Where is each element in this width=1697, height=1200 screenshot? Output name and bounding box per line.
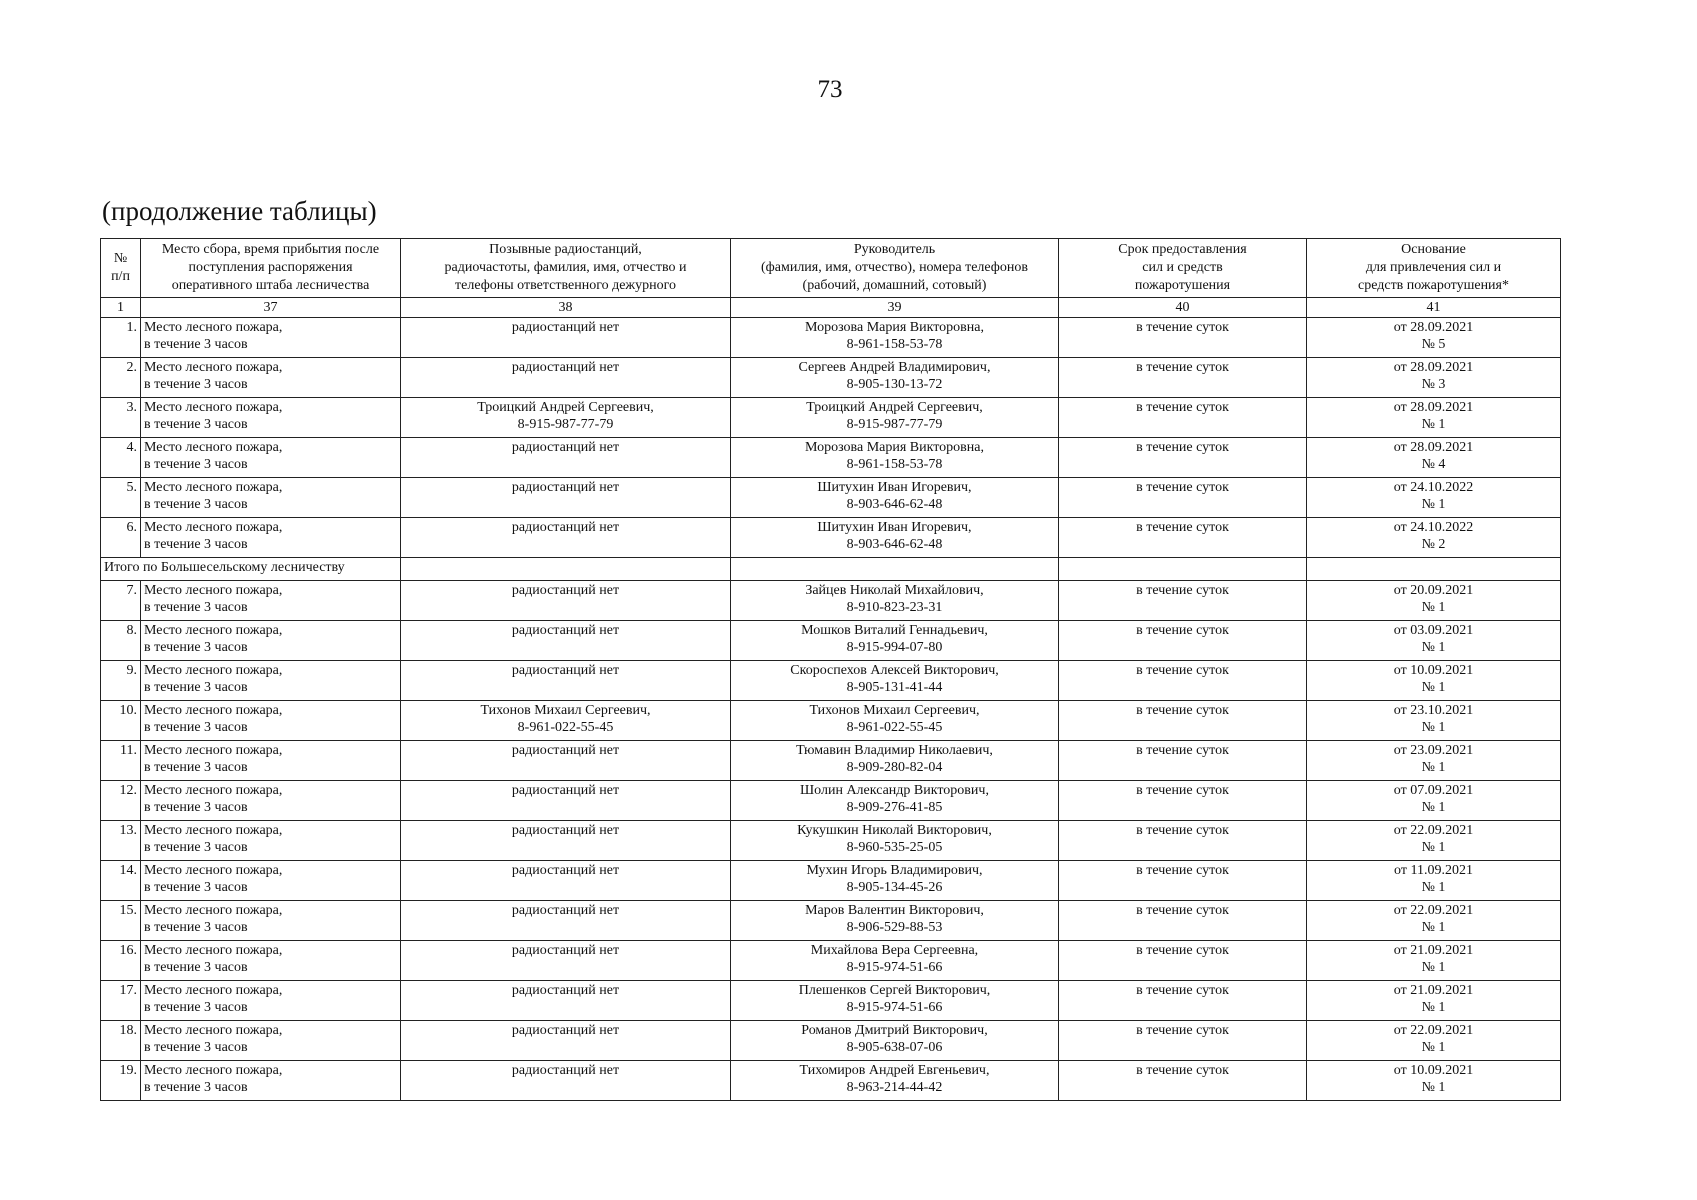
term-cell: в течение суток bbox=[1059, 478, 1307, 518]
row-number: 16. bbox=[101, 941, 141, 981]
table-body-forestry-1 bbox=[101, 318, 1561, 558]
basis-cell: от 28.09.2021 № 5 bbox=[1307, 318, 1561, 358]
place-cell: Место лесного пожара, в течение 3 часов bbox=[141, 438, 401, 478]
radio-cell: радиостанций нет bbox=[401, 901, 731, 941]
row-number: 9. bbox=[101, 661, 141, 701]
table-row bbox=[101, 1021, 1561, 1061]
place-cell: Место лесного пожара, в течение 3 часов bbox=[141, 581, 401, 621]
leader-cell: Зайцев Николай Михайлович, 8-910-823-23-31 bbox=[731, 581, 1059, 621]
basis-cell: от 21.09.2021 № 1 bbox=[1307, 941, 1561, 981]
table-cell bbox=[1059, 558, 1307, 581]
header-cell: № п/п bbox=[101, 239, 141, 298]
basis-cell: от 10.09.2021 № 1 bbox=[1307, 661, 1561, 701]
basis-cell: от 22.09.2021 № 1 bbox=[1307, 821, 1561, 861]
radio-cell: радиостанций нет bbox=[401, 518, 731, 558]
table-row bbox=[101, 318, 1561, 358]
term-cell: в течение суток bbox=[1059, 438, 1307, 478]
table-row bbox=[101, 478, 1561, 518]
place-cell: Место лесного пожара, в течение 3 часов bbox=[141, 741, 401, 781]
term-cell: в течение суток bbox=[1059, 1021, 1307, 1061]
term-cell: в течение суток bbox=[1059, 1061, 1307, 1101]
basis-cell: от 07.09.2021 № 1 bbox=[1307, 781, 1561, 821]
table-cell bbox=[401, 558, 731, 581]
column-number: 1 bbox=[101, 298, 141, 318]
term-cell: в течение суток bbox=[1059, 398, 1307, 438]
leader-cell: Морозова Мария Викторовна, 8-961-158-53-78 bbox=[731, 438, 1059, 478]
table-cell bbox=[1307, 558, 1561, 581]
term-cell: в течение суток bbox=[1059, 781, 1307, 821]
basis-cell: от 22.09.2021 № 1 bbox=[1307, 901, 1561, 941]
table-total-section bbox=[101, 558, 1561, 581]
basis-cell: от 20.09.2021 № 1 bbox=[1307, 581, 1561, 621]
header-cell: Позывные радиостанций, радиочастоты, фамилия, имя, отчество и телефоны ответственного дежурного bbox=[401, 239, 731, 298]
place-cell: Место лесного пожара, в течение 3 часов bbox=[141, 781, 401, 821]
header-cell: Срок предоставления сил и средств пожаротушения bbox=[1059, 239, 1307, 298]
row-number: 11. bbox=[101, 741, 141, 781]
table-row bbox=[101, 621, 1561, 661]
term-cell: в течение суток bbox=[1059, 741, 1307, 781]
leader-cell: Романов Дмитрий Викторович, 8-905-638-07-06 bbox=[731, 1021, 1059, 1061]
place-cell: Место лесного пожара, в течение 3 часов bbox=[141, 398, 401, 438]
header-cell: Руководитель (фамилия, имя, отчество), номера телефонов (рабочий, домашний, сотовый) bbox=[731, 239, 1059, 298]
radio-cell: радиостанций нет bbox=[401, 478, 731, 518]
leader-cell: Тихомиров Андрей Евгеньевич, 8-963-214-44-42 bbox=[731, 1061, 1059, 1101]
table-row bbox=[101, 701, 1561, 741]
row-number: 15. bbox=[101, 901, 141, 941]
place-cell: Место лесного пожара, в течение 3 часов bbox=[141, 478, 401, 518]
place-cell: Место лесного пожара, в течение 3 часов bbox=[141, 1061, 401, 1101]
row-number: 17. bbox=[101, 981, 141, 1021]
row-number: 12. bbox=[101, 781, 141, 821]
basis-cell: от 22.09.2021 № 1 bbox=[1307, 1021, 1561, 1061]
basis-cell: от 11.09.2021 № 1 bbox=[1307, 861, 1561, 901]
row-number: 7. bbox=[101, 581, 141, 621]
row-number: 14. bbox=[101, 861, 141, 901]
place-cell: Место лесного пожара, в течение 3 часов bbox=[141, 981, 401, 1021]
radio-cell: радиостанций нет bbox=[401, 1061, 731, 1101]
radio-cell: радиостанций нет bbox=[401, 781, 731, 821]
row-number: 13. bbox=[101, 821, 141, 861]
place-cell: Место лесного пожара, в течение 3 часов bbox=[141, 941, 401, 981]
forces-table bbox=[100, 238, 1561, 1101]
place-cell: Место лесного пожара, в течение 3 часов bbox=[141, 621, 401, 661]
leader-cell: Мошков Виталий Геннадьевич, 8-915-994-07-80 bbox=[731, 621, 1059, 661]
table-row bbox=[101, 398, 1561, 438]
place-cell: Место лесного пожара, в течение 3 часов bbox=[141, 861, 401, 901]
total-row bbox=[101, 558, 1561, 581]
table-row bbox=[101, 518, 1561, 558]
row-number: 18. bbox=[101, 1021, 141, 1061]
leader-cell: Шитухин Иван Игоревич, 8-903-646-62-48 bbox=[731, 478, 1059, 518]
radio-cell: радиостанций нет bbox=[401, 981, 731, 1021]
basis-cell: от 28.09.2021 № 3 bbox=[1307, 358, 1561, 398]
column-number: 40 bbox=[1059, 298, 1307, 318]
radio-cell: радиостанций нет bbox=[401, 821, 731, 861]
column-number: 37 bbox=[141, 298, 401, 318]
table-row bbox=[101, 1061, 1561, 1101]
radio-cell: Троицкий Андрей Сергеевич, 8-915-987-77-79 bbox=[401, 398, 731, 438]
term-cell: в течение суток bbox=[1059, 661, 1307, 701]
header-cell: Место сбора, время прибытия после поступления распоряжения оперативного штаба лесничества bbox=[141, 239, 401, 298]
term-cell: в течение суток bbox=[1059, 941, 1307, 981]
leader-cell: Михайлова Вера Сергеевна, 8-915-974-51-66 bbox=[731, 941, 1059, 981]
place-cell: Место лесного пожара, в течение 3 часов bbox=[141, 1021, 401, 1061]
radio-cell: радиостанций нет bbox=[401, 621, 731, 661]
row-number: 2. bbox=[101, 358, 141, 398]
basis-cell: от 24.10.2022 № 1 bbox=[1307, 478, 1561, 518]
radio-cell: радиостанций нет bbox=[401, 358, 731, 398]
basis-cell: от 23.09.2021 № 1 bbox=[1307, 741, 1561, 781]
column-number: 41 bbox=[1307, 298, 1561, 318]
radio-cell: радиостанций нет bbox=[401, 661, 731, 701]
page-number: 73 bbox=[817, 76, 843, 103]
basis-cell: от 28.09.2021 № 4 bbox=[1307, 438, 1561, 478]
table-row bbox=[101, 861, 1561, 901]
term-cell: в течение суток bbox=[1059, 861, 1307, 901]
radio-cell: радиостанций нет bbox=[401, 861, 731, 901]
header-cell: Основание для привлечения сил и средств пожаротушения* bbox=[1307, 239, 1561, 298]
table-row bbox=[101, 941, 1561, 981]
basis-cell: от 10.09.2021 № 1 bbox=[1307, 1061, 1561, 1101]
table-row bbox=[101, 981, 1561, 1021]
term-cell: в течение суток bbox=[1059, 701, 1307, 741]
table-row bbox=[101, 358, 1561, 398]
term-cell: в течение суток bbox=[1059, 821, 1307, 861]
row-number: 10. bbox=[101, 701, 141, 741]
radio-cell: радиостанций нет bbox=[401, 581, 731, 621]
place-cell: Место лесного пожара, в течение 3 часов bbox=[141, 518, 401, 558]
radio-cell: радиостанций нет bbox=[401, 438, 731, 478]
table-row bbox=[101, 781, 1561, 821]
term-cell: в течение суток bbox=[1059, 981, 1307, 1021]
leader-cell: Кукушкин Николай Викторович, 8-960-535-25-05 bbox=[731, 821, 1059, 861]
table-row bbox=[101, 821, 1561, 861]
term-cell: в течение суток bbox=[1059, 901, 1307, 941]
term-cell: в течение суток bbox=[1059, 581, 1307, 621]
leader-cell: Скороспехов Алексей Викторович, 8-905-131-41-44 bbox=[731, 661, 1059, 701]
leader-cell: Тюмавин Владимир Николаевич, 8-909-280-82-04 bbox=[731, 741, 1059, 781]
row-number: 1. bbox=[101, 318, 141, 358]
leader-cell: Сергеев Андрей Владимирович, 8-905-130-13-72 bbox=[731, 358, 1059, 398]
basis-cell: от 03.09.2021 № 1 bbox=[1307, 621, 1561, 661]
total-label: Итого по Большесельскому лесничеству bbox=[101, 558, 401, 581]
table-row bbox=[101, 438, 1561, 478]
radio-cell: радиостанций нет bbox=[401, 1021, 731, 1061]
place-cell: Место лесного пожара, в течение 3 часов bbox=[141, 821, 401, 861]
basis-cell: от 24.10.2022 № 2 bbox=[1307, 518, 1561, 558]
table-header bbox=[101, 239, 1561, 318]
leader-cell: Шолин Александр Викторович, 8-909-276-41-85 bbox=[731, 781, 1059, 821]
basis-cell: от 28.09.2021 № 1 bbox=[1307, 398, 1561, 438]
table-body-forestry-2 bbox=[101, 581, 1561, 1101]
leader-cell: Маров Валентин Викторович, 8-906-529-88-53 bbox=[731, 901, 1059, 941]
row-number: 8. bbox=[101, 621, 141, 661]
leader-cell: Шитухин Иван Игоревич, 8-903-646-62-48 bbox=[731, 518, 1059, 558]
radio-cell: радиостанций нет bbox=[401, 318, 731, 358]
place-cell: Место лесного пожара, в течение 3 часов bbox=[141, 661, 401, 701]
column-number-row bbox=[101, 298, 1561, 318]
row-number: 6. bbox=[101, 518, 141, 558]
basis-cell: от 23.10.2021 № 1 bbox=[1307, 701, 1561, 741]
table-cell bbox=[731, 558, 1059, 581]
leader-cell: Морозова Мария Викторовна, 8-961-158-53-78 bbox=[731, 318, 1059, 358]
leader-cell: Троицкий Андрей Сергеевич, 8-915-987-77-79 bbox=[731, 398, 1059, 438]
place-cell: Место лесного пожара, в течение 3 часов bbox=[141, 318, 401, 358]
table-row bbox=[101, 581, 1561, 621]
radio-cell: радиостанций нет bbox=[401, 941, 731, 981]
header-row bbox=[101, 239, 1561, 298]
place-cell: Место лесного пожара, в течение 3 часов bbox=[141, 701, 401, 741]
row-number: 4. bbox=[101, 438, 141, 478]
term-cell: в течение суток bbox=[1059, 518, 1307, 558]
row-number: 19. bbox=[101, 1061, 141, 1101]
continuation-title: (продолжение таблицы) bbox=[102, 196, 377, 226]
column-number: 38 bbox=[401, 298, 731, 318]
row-number: 3. bbox=[101, 398, 141, 438]
leader-cell: Мухин Игорь Владимирович, 8-905-134-45-26 bbox=[731, 861, 1059, 901]
leader-cell: Плешенков Сергей Викторович, 8-915-974-51-66 bbox=[731, 981, 1059, 1021]
radio-cell: Тихонов Михаил Сергеевич, 8-961-022-55-45 bbox=[401, 701, 731, 741]
term-cell: в течение суток bbox=[1059, 358, 1307, 398]
row-number: 5. bbox=[101, 478, 141, 518]
radio-cell: радиостанций нет bbox=[401, 741, 731, 781]
term-cell: в течение суток bbox=[1059, 318, 1307, 358]
place-cell: Место лесного пожара, в течение 3 часов bbox=[141, 901, 401, 941]
leader-cell: Тихонов Михаил Сергеевич, 8-961-022-55-45 bbox=[731, 701, 1059, 741]
table-row bbox=[101, 901, 1561, 941]
place-cell: Место лесного пожара, в течение 3 часов bbox=[141, 358, 401, 398]
table-row bbox=[101, 661, 1561, 701]
term-cell: в течение суток bbox=[1059, 621, 1307, 661]
basis-cell: от 21.09.2021 № 1 bbox=[1307, 981, 1561, 1021]
column-number: 39 bbox=[731, 298, 1059, 318]
table-row bbox=[101, 741, 1561, 781]
